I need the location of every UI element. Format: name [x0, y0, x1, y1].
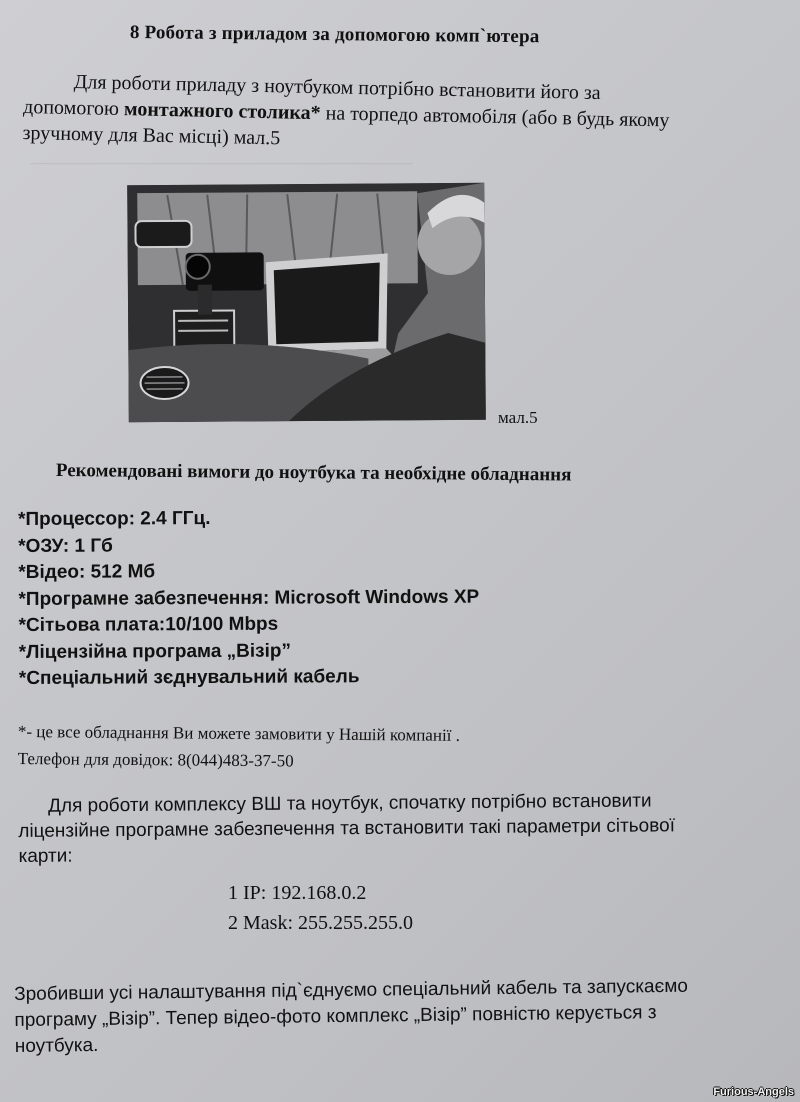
setup-line-1: Для роботи комплексу ВШ та ноутбук, спочатку потрібно встановити	[48, 790, 652, 817]
requirement-software: *Програмне забезпечення: Microsoft Windows XP	[18, 586, 480, 610]
setup-line-3: карти:	[18, 845, 73, 867]
bleed-through-shadow: ──────────────────────────────	[30, 153, 413, 173]
final-line-2: програму „Візір”. Тепер відео-фото комплекс „Візір” повністю керується з	[14, 1002, 657, 1031]
intro-line-3: зручному для Вас місці) мал.5	[22, 121, 281, 150]
requirement-license-program: *Ліцензійна програма „Візір”	[18, 640, 292, 663]
requirement-ram: *ОЗУ: 1 Гб	[18, 535, 113, 557]
network-mask: 2 Mask: 255.255.255.0	[228, 912, 413, 934]
figure-caption: мал.5	[498, 408, 538, 427]
final-line-3: ноутбука.	[14, 1034, 99, 1057]
equipment-note: *- це все обладнання Ви можете замовити у Нашій компанії .	[17, 721, 461, 745]
network-ip: 1 IP: 192.168.0.2	[228, 882, 367, 904]
intro-paragraph	[22, 68, 775, 162]
setup-line-2: ліцензійне програмне забезпечення та встановити такі параметри сітьової	[18, 815, 676, 842]
requirement-network-card: *Сітьова плата:10/100 Mbps	[18, 613, 279, 636]
phone-line: Телефон для довідок: 8(044)483-37-50	[17, 748, 294, 771]
requirements-list	[18, 505, 480, 693]
requirements-heading: Рекомендовані вимоги до ноутбука та необхідне обладнання	[55, 460, 572, 486]
network-settings	[228, 878, 413, 938]
requirement-cable: *Спеціальний зєднувальний кабель	[18, 666, 360, 689]
watermark: Furious-Angels	[713, 1086, 794, 1098]
requirement-processor: *Процессор: 2.4 ГГц.	[18, 507, 211, 530]
final-paragraph	[14, 973, 787, 1060]
section-title: 8 Робота з приладом за допомогою комп`ютера	[129, 22, 540, 48]
equipment-note-block	[18, 718, 461, 776]
figure-photo-laptop-in-car	[127, 183, 486, 422]
setup-paragraph	[18, 787, 784, 869]
intro-line-2-end: на торпедо автомобіля (або в будь якому	[320, 102, 670, 132]
intro-line-2-start: допомогою	[22, 95, 125, 121]
intro-line-1: Для роботи приладу з ноутбуком потрібно встановити його за	[73, 71, 601, 105]
final-line-1: Зробивши усі налаштування під`єднуємо спеціальний кабель та запускаємо	[14, 975, 689, 1005]
mounting-table-term: монтажного столика*	[123, 98, 321, 125]
requirement-video: *Відео: 512 Мб	[18, 561, 156, 583]
